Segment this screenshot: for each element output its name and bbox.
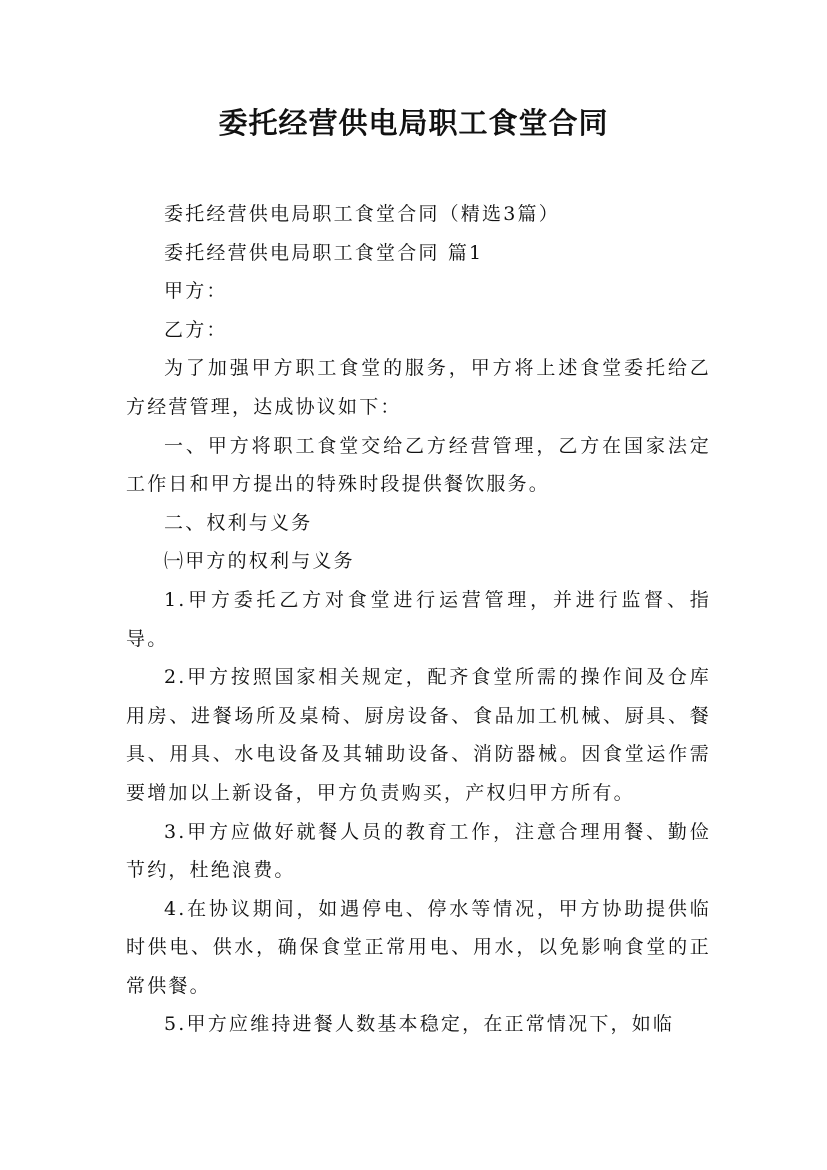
paragraph: 4.在协议期间，如遇停电、停水等情况，甲方协助提供临时供电、供水，确保食堂正常用电、用水，以免影响食堂的正常供餐。 (126, 897, 711, 997)
paragraph: 1.甲方委托乙方对食堂进行运营管理，并进行监督、指导。 (126, 588, 711, 650)
paragraph: 二、权利与义务 (164, 511, 313, 534)
paragraph: 一、甲方将职工食堂交给乙方经营管理，乙方在国家法定工作日和甲方提出的特殊时段提供餐饮服务。 (126, 434, 711, 496)
paragraph: 2.甲方按照国家相关规定，配齐食堂所需的操作间及仓库用房、进餐场所及桌椅、厨房设备、食品加工机械、厨具、餐具、用具、水电设备及其辅助设备、消防器械。因食堂运作需要增加以上新设备，甲方负责购买，产权归甲方所有。 (126, 666, 711, 804)
paragraph: 乙方： (164, 318, 228, 341)
paragraph: 委托经营供电局职工食堂合同 篇1 (164, 241, 484, 264)
document-title: 委托经营供电局职工食堂合同 (218, 106, 609, 140)
paragraph: 甲方： (164, 280, 228, 303)
paragraph: 委托经营供电局职工食堂合同（精选3篇） (164, 203, 560, 225)
paragraph: 5.甲方应维持进餐人数基本稳定，在正常情况下，如临 (164, 1013, 675, 1036)
paragraph: 3.甲方应做好就餐人员的教育工作，注意合理用餐、勤俭节约，杜绝浪费。 (126, 820, 711, 882)
paragraph: ㈠甲方的权利与义务 (164, 550, 355, 573)
document-body (126, 195, 711, 1044)
paragraph: 为了加强甲方职工食堂的服务，甲方将上述食堂委托给乙方经营管理，达成协议如下： (126, 357, 711, 418)
